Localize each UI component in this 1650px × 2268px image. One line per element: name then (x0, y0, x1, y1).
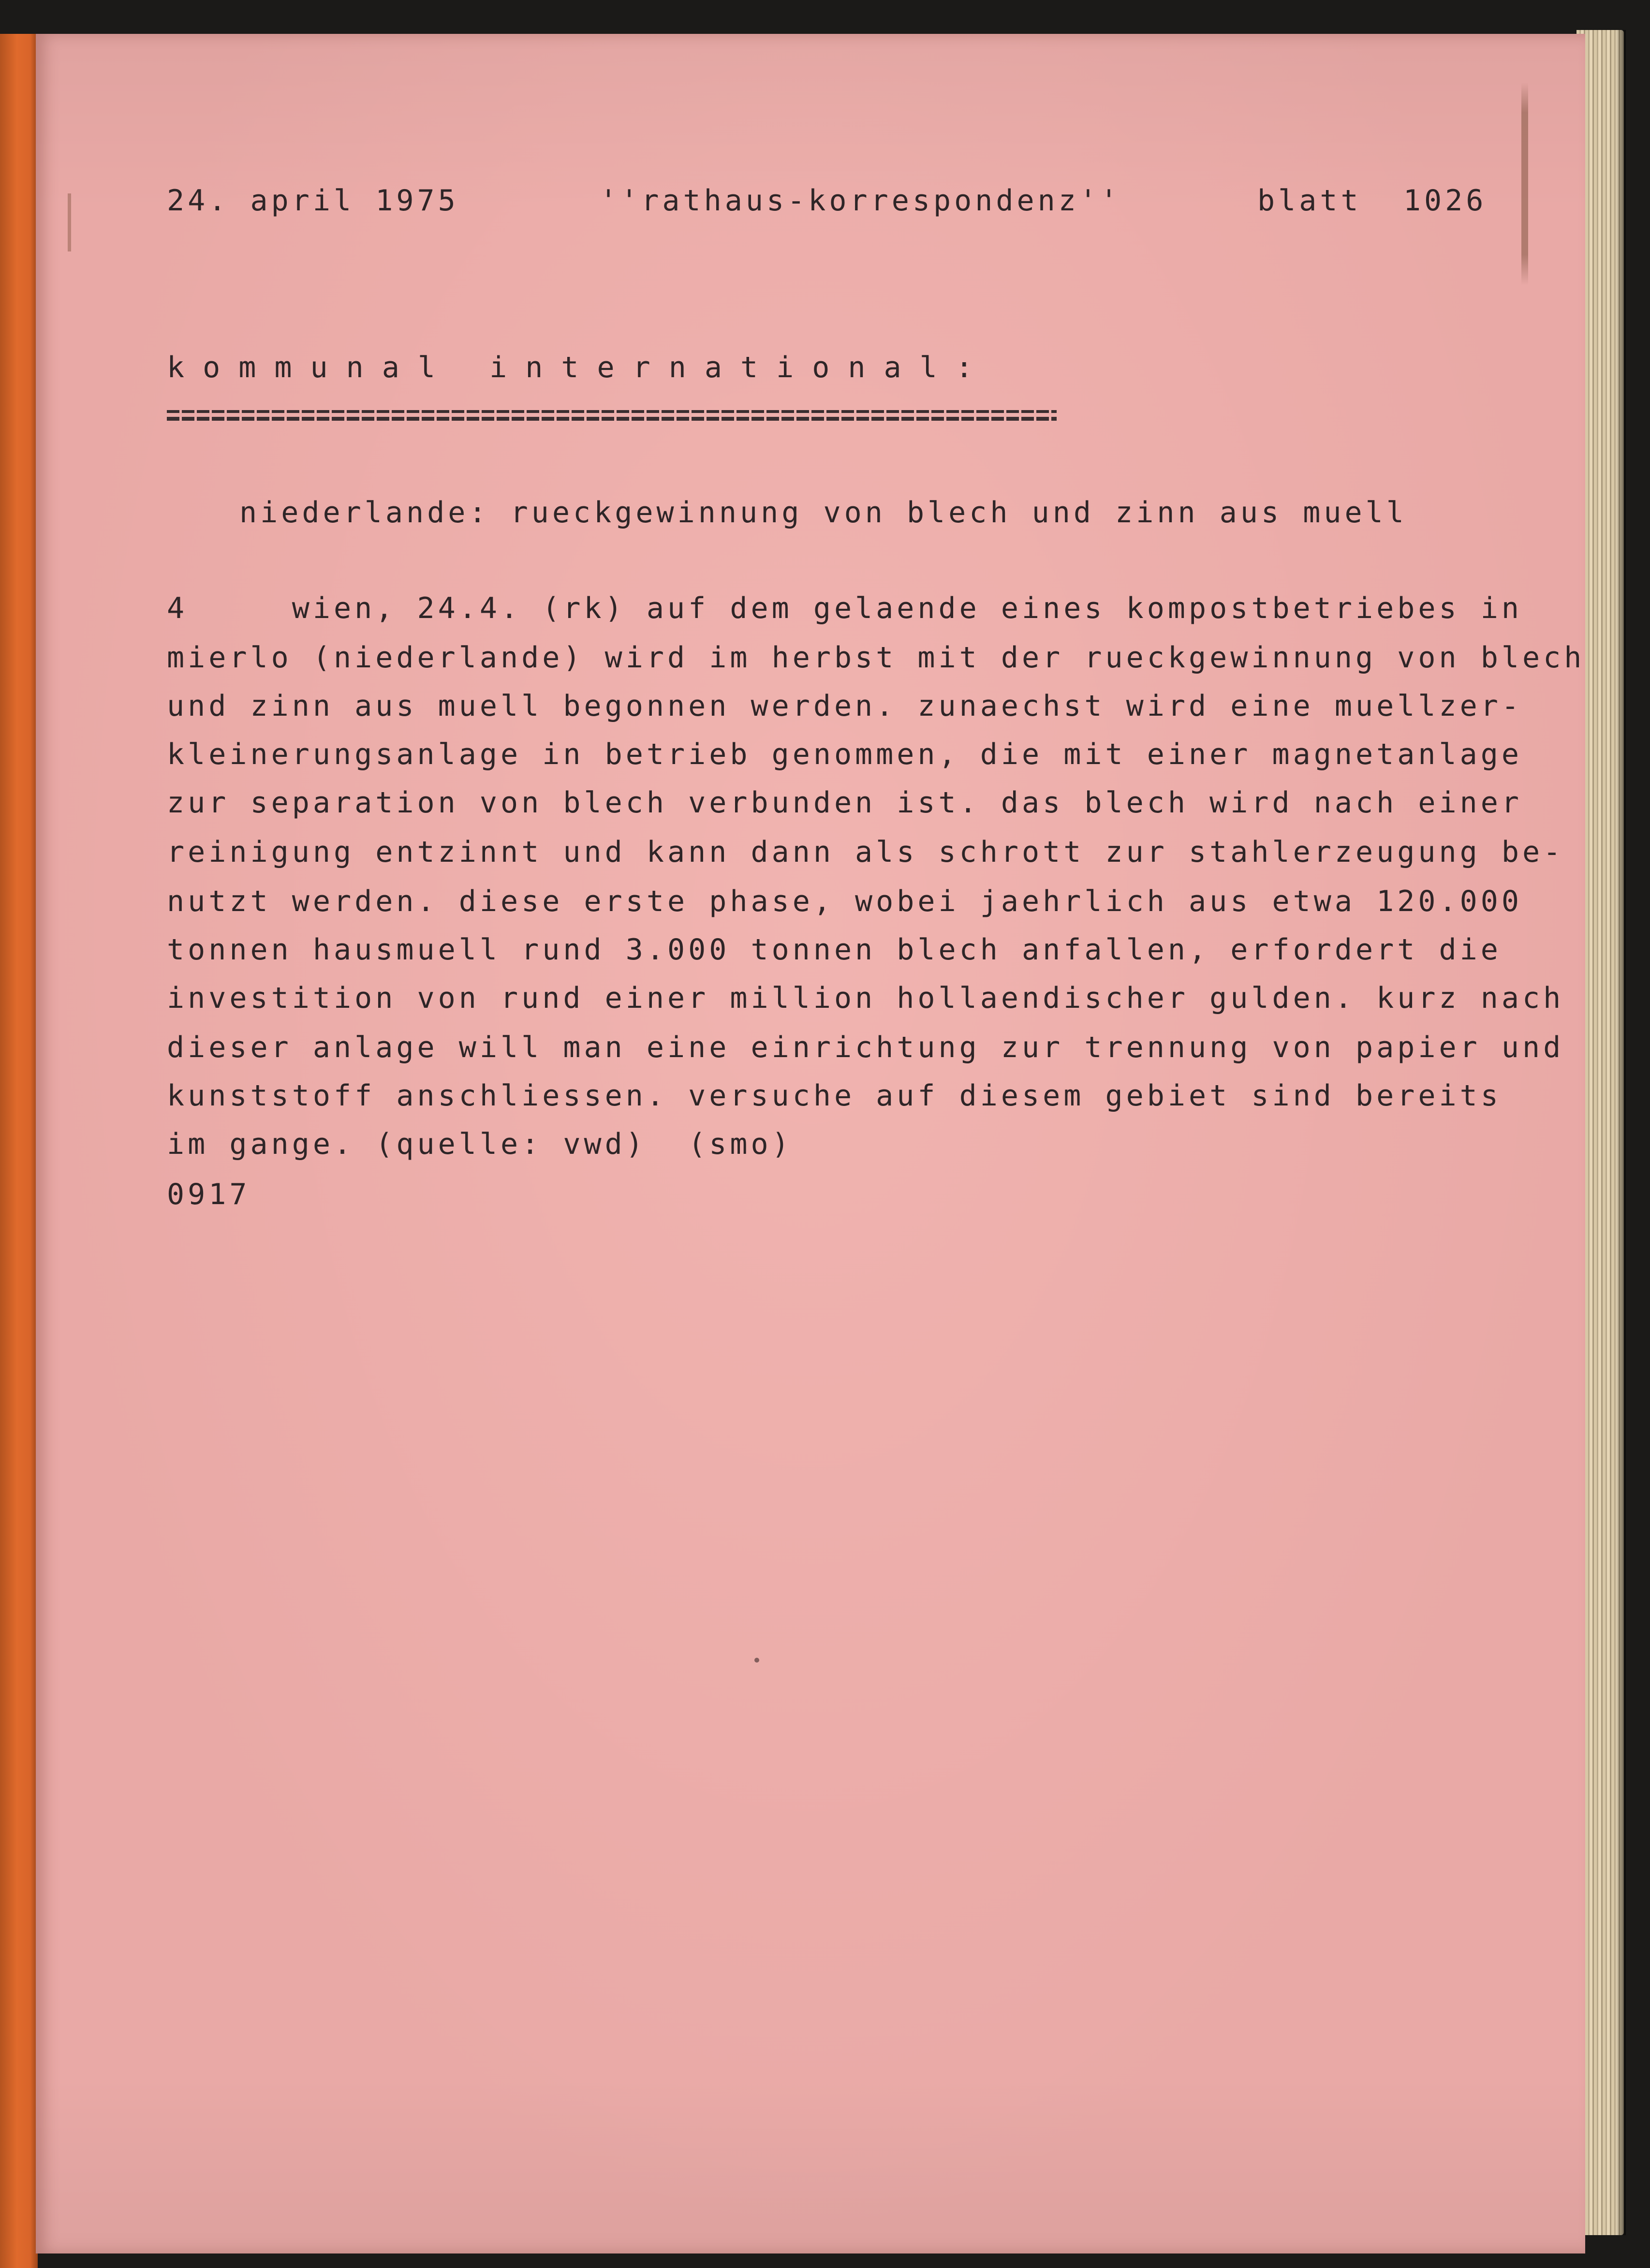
section-title: kommunal international: (167, 351, 991, 384)
body-line: zur separation von blech verbunden ist. das blech wird nach einer (167, 786, 1522, 820)
double-underline (167, 410, 1057, 421)
body-line: und zinn aus muell begonnen werden. zunaechst wird eine muellzer- (167, 689, 1522, 723)
binder-edge (0, 34, 38, 2268)
body-line: reinigung entzinnt und kann dann als schrott zur stahlerzeugung be- (167, 835, 1564, 869)
ink-speck (754, 1658, 759, 1663)
article-headline: niederlande: rueckgewinnung von blech und zinn aus muell (239, 496, 1407, 530)
body-line: kunststoff anschliessen. versuche auf diesem gebiet sind bereits (167, 1079, 1502, 1113)
header-sheet-number: blatt 1026 (1257, 184, 1487, 218)
body-line: im gange. (quelle: vwd) (smo) (167, 1127, 793, 1161)
body-line: tonnen hausmuell rund 3.000 tonnen blech anfallen, erfordert die (167, 933, 1502, 967)
body-line: investition von rund einer million hollaendischer gulden. kurz nach (167, 981, 1564, 1015)
margin-mark (68, 193, 71, 251)
body-line: mierlo (niederlande) wird im herbst mit der rueckgewinnung von blech (167, 641, 1585, 675)
body-line: nutzt werden. diese erste phase, wobei jaehrlich aus etwa 120.000 (167, 884, 1522, 918)
corner-mark (1521, 82, 1528, 285)
page-stack-shadow (1615, 30, 1626, 2235)
body-line: 4 wien, 24.4. (rk) auf dem gelaende eines kompostbetriebes in (167, 591, 1522, 625)
header-publication: ''rathaus-korrespondenz'' (600, 184, 1121, 218)
body-line: dieser anlage will man eine einrichtung zur trennung von papier und (167, 1031, 1564, 1064)
footer-code: 0917 (167, 1178, 250, 1211)
body-line: kleinerungsanlage in betrieb genommen, die mit einer magnetanlage (167, 737, 1522, 771)
header-date: 24. april 1975 (167, 184, 459, 218)
